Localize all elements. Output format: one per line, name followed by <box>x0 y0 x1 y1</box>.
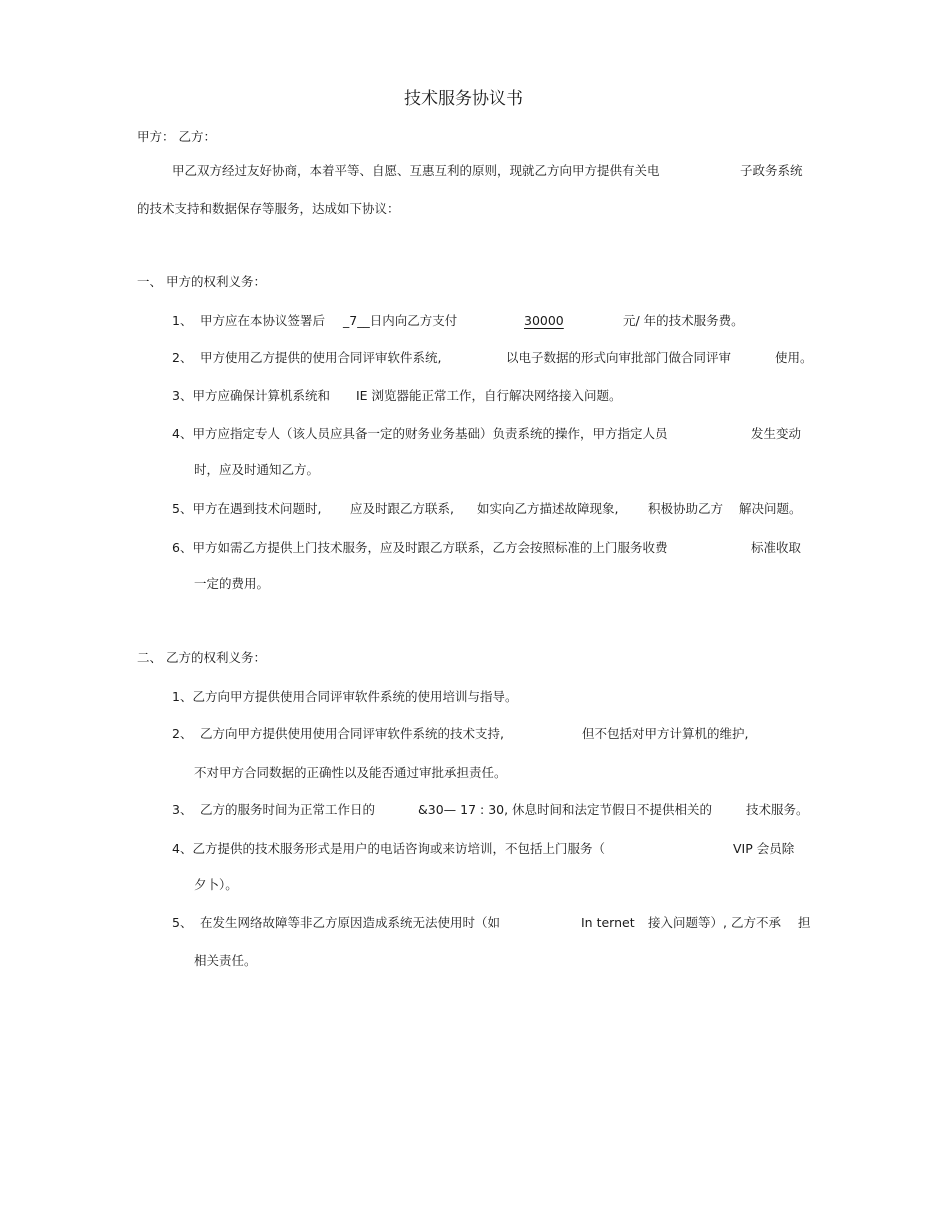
s1-item4-text: 4、甲方应指定专人（该人员应具备一定的财务业务基础）负责系统的操作，甲方指定人员 <box>172 426 668 441</box>
s1-item4-text-b: 发生变动 <box>751 426 802 441</box>
s2-item5-text-d: 担 <box>798 915 811 930</box>
intro-line-1-end: 子政务系统 <box>740 163 803 178</box>
s2-item2-number: 2、 <box>172 726 193 741</box>
s1-item5-text-c: 如实向乙方描述故障现象, <box>477 501 619 516</box>
s1-item6-text-b: 标准收取 <box>751 540 802 555</box>
s1-item2-text: 甲方使用乙方提供的使用合同评审软件系统, <box>200 350 442 365</box>
s1-item3-text: 3、甲方应确保计算机系统和 <box>172 388 330 403</box>
s2-item2-text-b: 但不包括对甲方计算机的维护, <box>582 726 749 741</box>
s1-item2-text-b: 以电子数据的形式向审批部门做合同评审 <box>506 350 732 365</box>
s1-item5-text-e: 解决问题。 <box>739 501 802 516</box>
s1-item3-text-b: IE 浏览器能正常工作，自行解决网络接入问题。 <box>356 388 622 403</box>
s2-item4-text-b: VIP 会员除 <box>733 841 795 856</box>
s2-item5-text: 在发生网络故障等非乙方原因造成系统无法使用时（如 <box>200 915 501 930</box>
s1-item4-text-c: 时，应及时通知乙方。 <box>194 462 320 477</box>
s1-item1-fee: 元/ 年的技术服务费。 <box>623 313 744 328</box>
document-title: 技术服务协议书 <box>404 89 523 109</box>
s1-item5-text-b: 应及时跟乙方联系, <box>350 501 454 516</box>
s2-item5-text-c: 接入问题等）, 乙方不承 <box>648 915 781 930</box>
s2-item3-text-b: &30— 17 : 30, 休息时间和法定节假日不提供相关的 <box>418 802 713 817</box>
s2-item4-text: 4、乙方提供的技术服务形式是用户的电话咨询或来访培训，不包括上门服务（ <box>172 841 605 856</box>
s2-item5-text-e: 相关责任。 <box>194 953 257 968</box>
intro-line-1: 甲乙双方经过友好协商，本着平等、自愿、互惠互利的原则，现就乙方向甲方提供有关电 <box>172 163 660 178</box>
s2-item3-number: 3、 <box>172 802 193 817</box>
s1-item1-amount: 30000 <box>524 313 564 328</box>
s2-item3-text: 乙方的服务时间为正常工作日的 <box>200 802 376 817</box>
s1-item5-text: 5、甲方在遇到技术问题时, <box>172 501 322 516</box>
s1-item1-number: 1、 <box>172 313 193 328</box>
s1-item2-number: 2、 <box>172 350 193 365</box>
s2-item5-number: 5、 <box>172 915 193 930</box>
parties-line: 甲方： 乙方： <box>137 129 216 144</box>
s1-item6-text-c: 一定的费用。 <box>194 576 270 591</box>
s2-item5-text-b: In ternet <box>581 915 635 930</box>
s2-item4-text-c: 夕卜）。 <box>194 877 238 892</box>
s2-item3-text-c: 技术服务。 <box>746 802 809 817</box>
s1-item5-text-d: 积极协助乙方 <box>648 501 724 516</box>
s2-item1-text: 1、乙方向甲方提供使用合同评审软件系统的使用培训与指导。 <box>172 689 518 704</box>
intro-line-2: 的技术支持和数据保存等服务，达成如下协议： <box>137 201 400 216</box>
s1-item1-text: 甲方应在本协议签署后 <box>200 313 326 328</box>
section1-heading: 一、 甲方的权利义务： <box>137 274 266 289</box>
s1-item1-days: _7__日内向乙方支付 <box>343 313 458 328</box>
section2-heading: 二、 乙方的权利义务： <box>137 650 266 665</box>
s2-item2-text: 乙方向甲方提供使用使用合同评审软件系统的技术支持, <box>200 726 504 741</box>
s1-item2-text-c: 使用。 <box>775 350 813 365</box>
s1-item6-text: 6、甲方如需乙方提供上门技术服务，应及时跟乙方联系，乙方会按照标准的上门服务收费 <box>172 540 668 555</box>
s2-item2-text-c: 不对甲方合同数据的正确性以及能否通过审批承担责任。 <box>194 765 507 780</box>
